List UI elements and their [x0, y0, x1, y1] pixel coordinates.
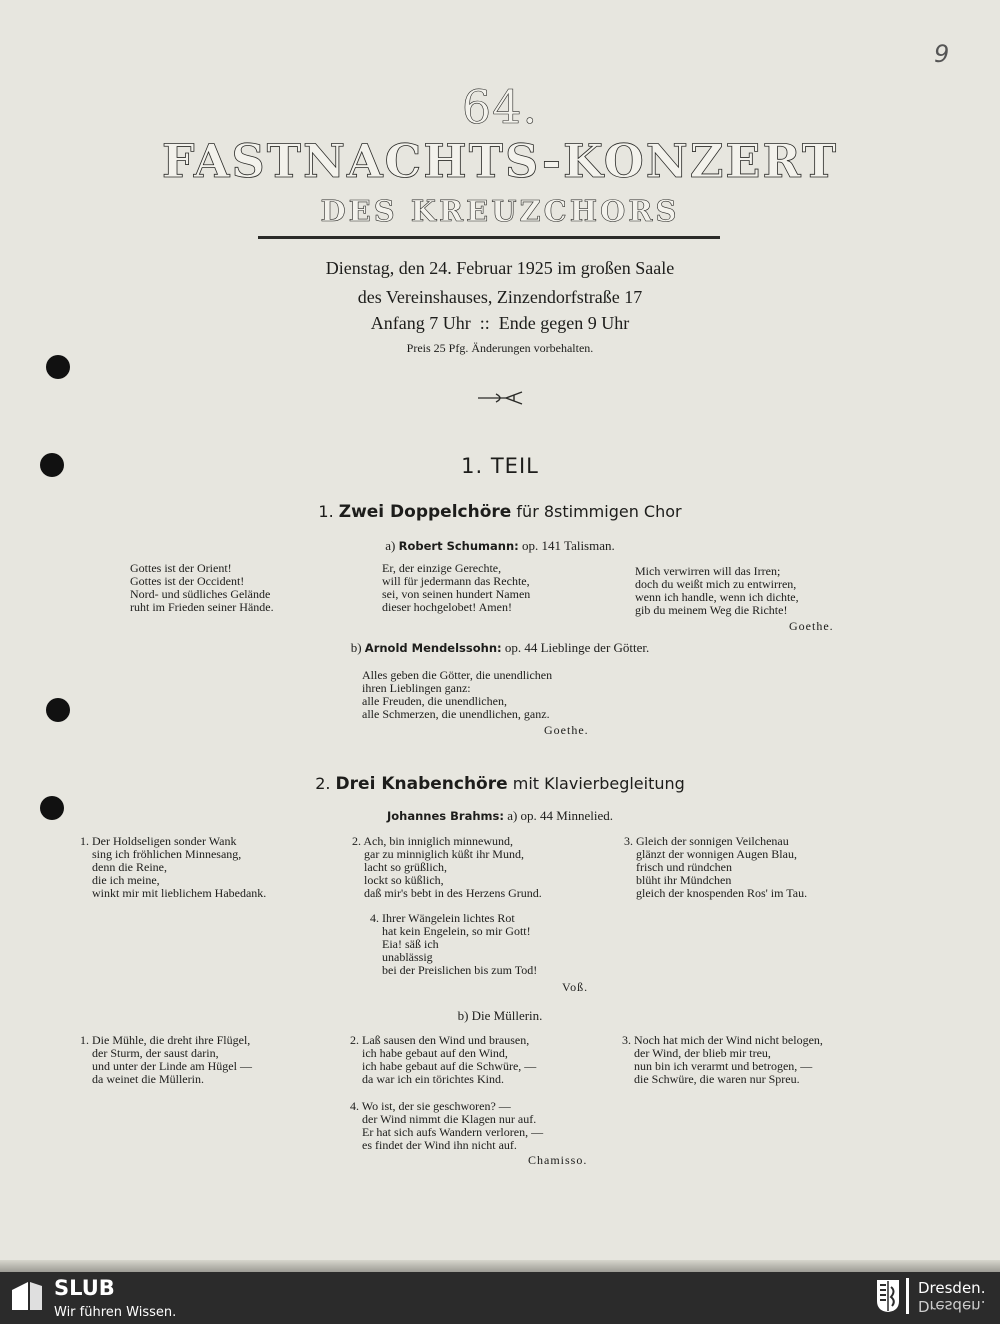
- section-description: für 8stimmigen Chor: [511, 502, 682, 521]
- work-heading-schumann: [0, 538, 1000, 554]
- section-number: 1.: [318, 502, 334, 521]
- ornament-icon: [476, 388, 526, 408]
- work-title: op. 44 Lieblinge der Götter.: [501, 640, 650, 655]
- concert-title: FASTNACHTS-KONZERT: [161, 134, 839, 188]
- poet-name: Voß.: [562, 980, 589, 994]
- slub-logo-icon[interactable]: [8, 1278, 46, 1316]
- dresden-crest-icon: [876, 1279, 900, 1313]
- page-number: 9: [934, 40, 950, 68]
- composer-name: Johannes Brahms:: [386, 809, 504, 823]
- price-note: Preis 25 Pfg. Änderungen vorbehalten.: [406, 341, 594, 355]
- section-1-heading: [0, 502, 1000, 522]
- work-label: b): [350, 640, 365, 655]
- work-label: a): [385, 538, 399, 553]
- punch-hole: [46, 355, 70, 379]
- event-time-line: Anfang 7 Uhr :: Ende gegen 9 Uhr: [370, 313, 630, 333]
- verse-stanza: 4. Ihrer Wängelein lichtes Rot hat kein Engelein, so mir Gott! Eia! säß ich unablässig bei der Preislichen bis zum Tod!: [370, 911, 538, 977]
- concert-number: 64.: [461, 80, 539, 134]
- verse-stanza: 2. Laß sausen den Wind und brausen, ich habe gebaut auf den Wind, ich habe gebaut auf die Schwüre, — da war ich ein törichtes Kind.: [350, 1033, 537, 1086]
- punch-hole: [46, 698, 70, 722]
- work-title: op. 141 Talisman.: [518, 538, 615, 553]
- section-description: mit Klavierbegleitung: [507, 774, 685, 793]
- work-heading-brahms: [0, 808, 1000, 824]
- section-title: Zwei Doppelchöre: [338, 502, 512, 522]
- poet-name: Chamisso.: [528, 1153, 588, 1167]
- paper-edge: [0, 1260, 1000, 1272]
- section-number: 2.: [315, 774, 331, 793]
- verse-stanza: 4. Wo ist, der sie geschworen? — der Wind nimmt die Klagen nur auf. Er hat sich aufs Wandern verloren, — es findet der Wind ihn nicht auf.: [350, 1099, 544, 1152]
- verse-stanza: 1. Die Mühle, die dreht ihre Flügel, der Sturm, der saust darin, und unter der Linde am Hügel — da weinet die Müllerin.: [80, 1033, 252, 1086]
- city-name[interactable]: Dresden.: [918, 1279, 986, 1297]
- verse-column: Gottes ist der Orient! Gottes ist der Occident! Nord- und südliches Gelände ruht im Frieden seiner Hände.: [130, 561, 274, 614]
- divider: [906, 1278, 909, 1314]
- work-title: a) op. 44 Minnelied.: [503, 808, 613, 823]
- event-venue-line: des Vereinshauses, Zinzendorfstraße 17: [357, 287, 643, 307]
- verse-column: Er, der einzige Gerechte, will für jedermann das Rechte, sei, von seinen hundert Namen dieser hochgelobet! Amen!: [382, 561, 531, 614]
- verse-stanza: 1. Der Holdseligen sonder Wank sing ich fröhlichen Minnesang, denn die Reine, die ich meine, winkt mir mit lieblichem Habedank.: [80, 834, 267, 900]
- poet-name: Goethe.: [544, 723, 589, 737]
- composer-name: Arnold Mendelssohn:: [364, 641, 502, 655]
- verse-block: Alles geben die Götter, die unendlichen ihren Lieblingen ganz: alle Freuden, die unendlichen, alle Schmerzen, die unendlichen, ganz.: [362, 668, 553, 721]
- section-2-heading: [0, 774, 1000, 794]
- work-heading-mendelssohn: [0, 640, 1000, 656]
- work-heading-muellerin: b) Die Müllerin.: [457, 1008, 543, 1023]
- event-date-line: Dienstag, den 24. Februar 1925 im großen Saale: [325, 258, 675, 278]
- library-name[interactable]: SLUB: [54, 1276, 115, 1300]
- city-name-reflection: Dresden.: [918, 1297, 986, 1315]
- concert-subtitle: DES KREUZCHORS: [320, 194, 680, 228]
- verse-stanza: 2. Ach, bin inniglich minnewund, gar zu minniglich küßt ihr Mund, lacht so grüßlich, lockt so küßlich, daß mir's bebt in des Herzens Grund.: [352, 834, 542, 900]
- part-title: 1. TEIL: [461, 454, 539, 478]
- verse-stanza: 3. Noch hat mich der Wind nicht belogen, der Wind, der blieb mir treu, nun bin ich verarmt und betrogen, — die Schwüre, die waren nur Spreu.: [622, 1033, 823, 1086]
- poet-name: Goethe.: [789, 619, 834, 633]
- verse-stanza: 3. Gleich der sonnigen Veilchenau glänzt der wonnigen Augen Blau, frisch und ründchen blüht ihr Mündchen gleich der knospenden Ros' im Tau.: [624, 834, 808, 900]
- library-tagline: Wir führen Wissen.: [54, 1305, 177, 1320]
- title-rule: [258, 236, 720, 239]
- section-title: Drei Knabenchöre: [335, 774, 508, 794]
- verse-column: Mich verwirren will das Irren; doch du weißt mich zu entwirren, wenn ich handle, wenn ich dichte, gib du meinem Weg die Richte!: [635, 564, 799, 617]
- composer-name: Robert Schumann:: [398, 539, 519, 553]
